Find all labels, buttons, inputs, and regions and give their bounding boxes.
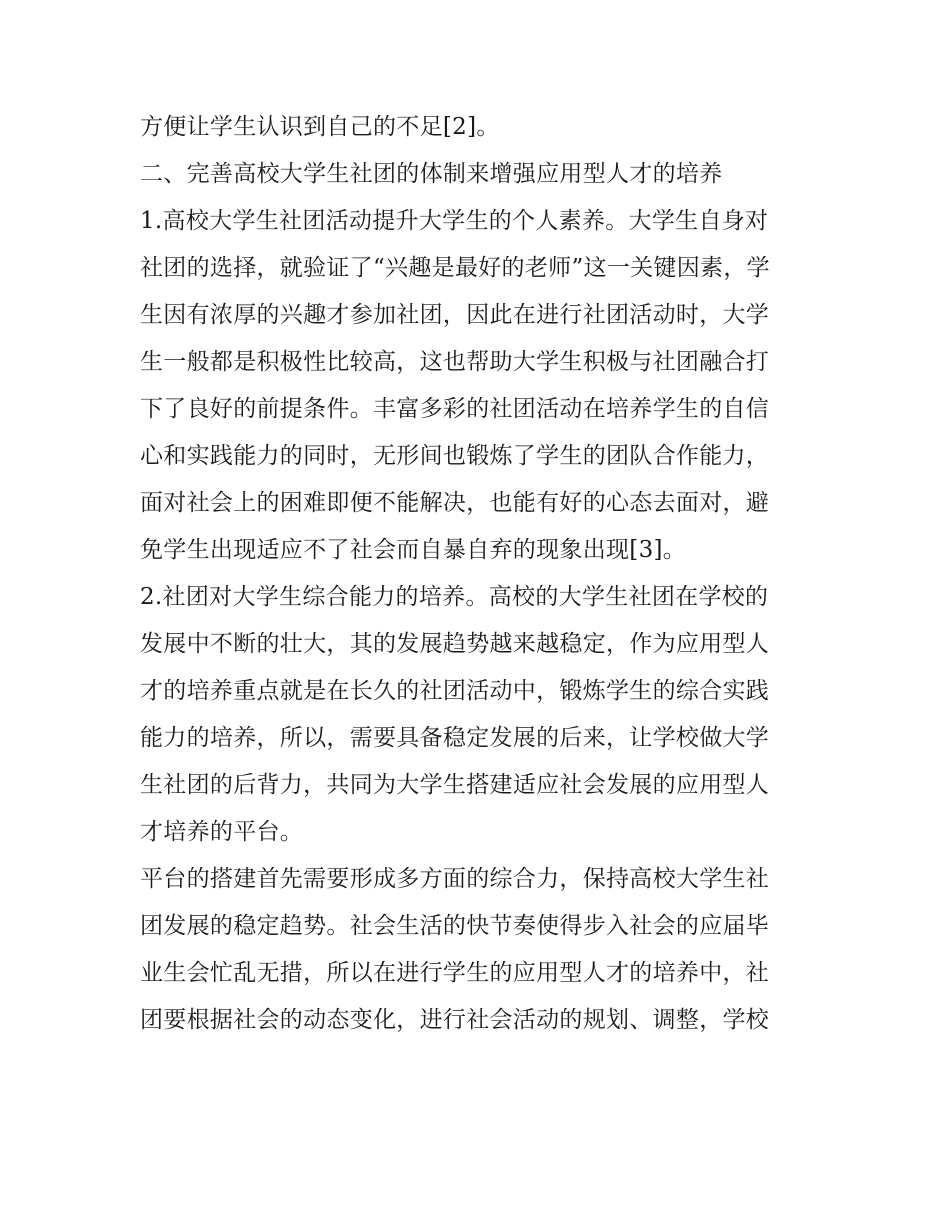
- text-line: 面对社会上的困难即便不能解决，也能有好的心态去面对，避: [140, 490, 770, 516]
- text-line: 团发展的稳定趋势。社会生活的快节奏使得步入社会的应届毕: [140, 913, 770, 939]
- text-line: 才的培养重点就是在长久的社团活动中，锻炼学生的综合实践: [140, 678, 770, 704]
- text-line: 2.社团对大学生综合能力的培养。高校的大学生社团在学校的: [140, 584, 769, 610]
- text-line: 生一般都是积极性比较高，这也帮助大学生积极与社团融合打: [140, 349, 770, 375]
- text-line: 社团的选择，就验证了“兴趣是最好的老师”这一关键因素，学: [140, 255, 770, 281]
- text-line: 能力的培养，所以，需要具备稳定发展的后来，让学校做大学: [140, 725, 770, 751]
- text-line: 发展中不断的壮大，其的发展趋势越来越稳定，作为应用型人: [140, 631, 770, 657]
- section-heading: 二、完善高校大学生社团的体制来增强应用型人才的培养: [140, 161, 723, 187]
- text-line: 生因有浓厚的兴趣才参加社团，因此在进行社团活动时，大学: [140, 302, 770, 328]
- text-line: 平台的搭建首先需要形成多方面的综合力，保持高校大学生社: [140, 866, 770, 892]
- text-line: 下了良好的前提条件。丰富多彩的社团活动在培养学生的自信: [140, 396, 770, 422]
- text-line: 心和实践能力的同时，无形间也锻炼了学生的团队合作能力，: [140, 443, 770, 469]
- text-line: 1.高校大学生社团活动提升大学生的个人素养。大学生自身对: [140, 208, 769, 234]
- text-line: 方便让学生认识到自己的不足[2]。: [140, 114, 500, 140]
- body-text: [140, 104, 816, 1044]
- text-line: 团要根据社会的动态变化，进行社会活动的规划、调整，学校: [140, 1007, 770, 1033]
- text-line: 才培养的平台。: [140, 819, 304, 845]
- text-line: 业生会忙乱无措，所以在进行学生的应用型人才的培养中，社: [140, 960, 770, 986]
- text-line: 免学生出现适应不了社会而自暴自弃的现象出现[3]。: [140, 537, 687, 563]
- text-line: 生社团的后背力，共同为大学生搭建适应社会发展的应用型人: [140, 772, 770, 798]
